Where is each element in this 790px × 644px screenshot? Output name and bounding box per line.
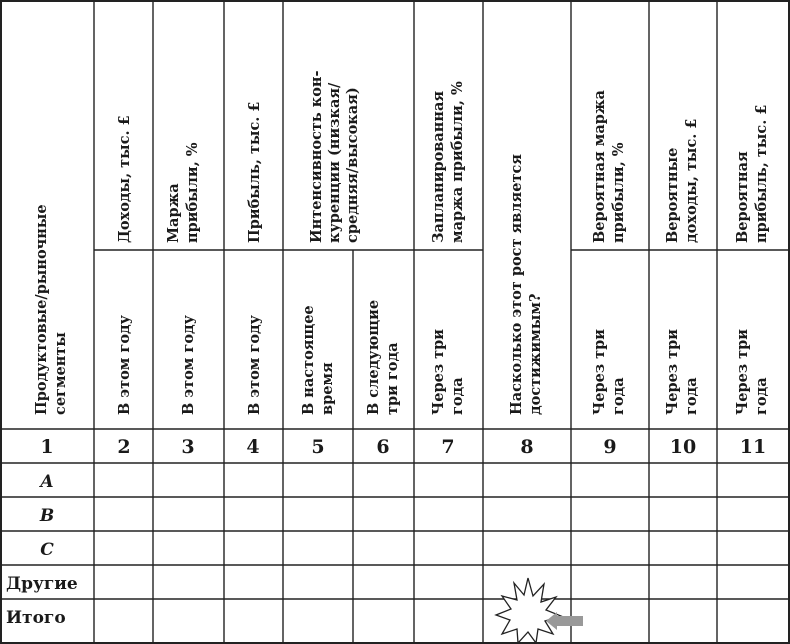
header-margin-line2: прибыли, % xyxy=(184,142,201,243)
subheader-c3-line1: В этом году xyxy=(180,315,197,415)
header-competition xyxy=(308,70,361,243)
subheader-c7-line1: Через три xyxy=(430,328,447,415)
subheader-c5-line2: время xyxy=(319,362,336,415)
row-label-other: Другие xyxy=(6,574,78,594)
column-number-row xyxy=(40,436,766,458)
subheader-c6-line2: три года xyxy=(384,342,401,415)
header-prob-profit-line2: прибыль, тыс. £ xyxy=(753,104,770,243)
column-number: 10 xyxy=(669,436,697,458)
subheader-c11 xyxy=(734,329,770,415)
column-number: 4 xyxy=(246,436,260,458)
header-revenue-line1: Доходы, тыс. £ xyxy=(116,115,133,243)
subheader-c10-line1: Через три xyxy=(664,328,681,415)
row-label-a: A xyxy=(40,472,54,492)
header-prob-revenue xyxy=(664,119,700,243)
column-number: 6 xyxy=(376,436,390,458)
header-growth xyxy=(508,154,544,415)
subheader-c9-line1: Через три xyxy=(591,328,608,415)
header-segments-line1: Продуктовые/рыночные xyxy=(33,204,50,415)
row-label-total: Итого xyxy=(6,608,66,628)
subheader-c9 xyxy=(591,329,627,415)
header-planned-margin-line2: маржа прибыли, % xyxy=(449,81,466,243)
subheader-c3 xyxy=(180,314,197,415)
subheader-c6 xyxy=(365,300,401,415)
starburst-icon xyxy=(496,578,561,643)
subheader-c5 xyxy=(300,305,336,415)
header-segments xyxy=(33,204,69,415)
header-prob-revenue-line2: доходы, тыс. £ xyxy=(683,118,700,243)
column-number: 11 xyxy=(739,436,767,458)
column-number: 5 xyxy=(311,436,325,458)
column-number: 3 xyxy=(181,436,195,458)
header-planned-margin xyxy=(430,81,466,243)
subheader-c7-line2: года xyxy=(449,377,466,415)
header-segments-line2: сегменты xyxy=(52,332,69,415)
subheader-c10 xyxy=(664,329,700,415)
header-competition-line2: куренции (низкая/ xyxy=(326,82,343,243)
column-number: 1 xyxy=(40,436,54,458)
header-competition-line3: средняя/высокая) xyxy=(344,87,361,243)
subheader-c2-line1: В этом году xyxy=(116,315,133,415)
column-number: 8 xyxy=(520,436,534,458)
subheader-c6-line1: В следующие xyxy=(365,299,382,415)
column-number: 2 xyxy=(117,436,131,458)
row-label-b: B xyxy=(39,506,55,526)
header-planned-margin-line1: Запланированная xyxy=(430,90,447,243)
header-margin-line1: Маржа xyxy=(165,183,182,243)
subheader-c5-line1: В настоящее xyxy=(300,305,317,415)
subheader-c11-line2: года xyxy=(753,377,770,415)
subheader-c11-line1: Через три xyxy=(734,328,751,415)
header-prob-margin-line1: Вероятная маржа xyxy=(591,90,608,243)
row-label-c: C xyxy=(40,540,54,560)
header-growth-line2: достижимым? xyxy=(527,293,544,415)
column-number: 9 xyxy=(603,436,617,458)
subheader-c4-line1: В этом году xyxy=(246,315,263,415)
header-prob-margin-line2: прибыли, % xyxy=(610,142,627,243)
subheader-c7 xyxy=(430,329,466,415)
header-prob-profit xyxy=(734,105,770,243)
header-profit-line1: Прибыль, тыс. £ xyxy=(246,101,263,243)
column-number: 7 xyxy=(441,436,455,458)
header-prob-revenue-line1: Вероятные xyxy=(664,147,681,243)
row-lines xyxy=(1,250,789,599)
header-prob-profit-line1: Вероятная xyxy=(734,151,751,243)
subheader-c9-line2: года xyxy=(610,377,627,415)
header-competition-line1: Интенсивность кон- xyxy=(308,70,325,243)
row-labels xyxy=(6,472,78,628)
subheader-c2 xyxy=(116,314,133,415)
header-profit xyxy=(246,102,263,244)
header-margin xyxy=(165,142,201,243)
header-growth-line1: Насколько этот рост является xyxy=(508,154,525,415)
subheader-c10-line2: года xyxy=(683,377,700,415)
header-prob-margin xyxy=(591,89,627,243)
header-revenue xyxy=(116,115,133,243)
subheader-c4 xyxy=(246,314,263,415)
